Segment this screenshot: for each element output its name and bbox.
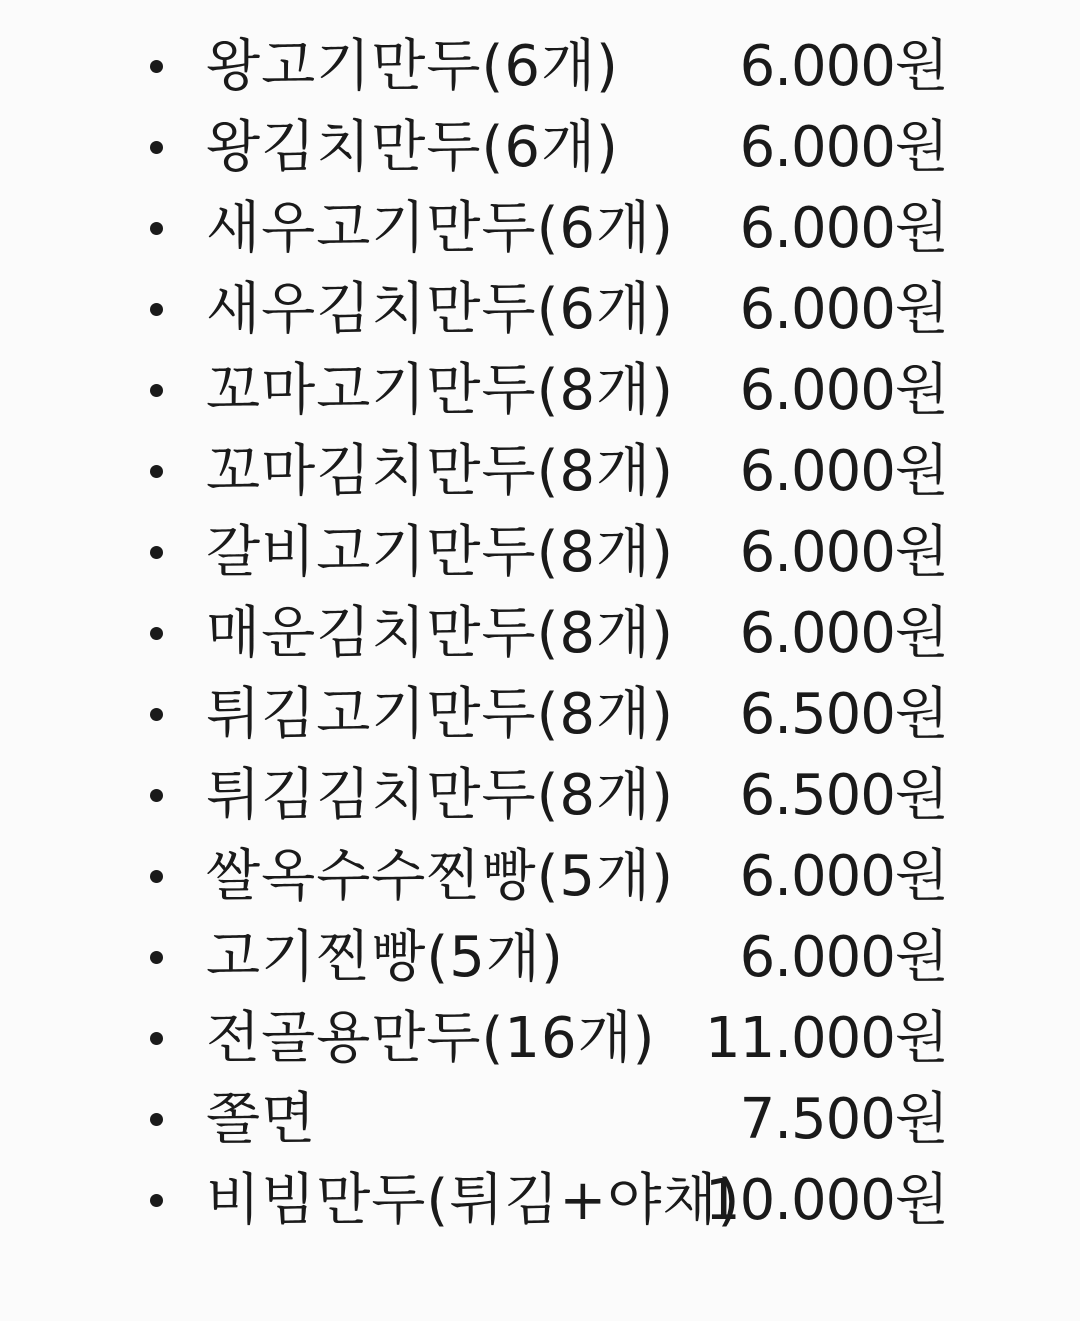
menu-item-name: 쫄면 <box>206 1087 317 1152</box>
menu-item-name: 새우고기만두(6개) <box>206 196 674 261</box>
bullet-icon <box>150 60 163 73</box>
bullet-icon <box>150 708 163 721</box>
menu-item-name: 튀김고기만두(8개) <box>206 682 674 747</box>
bullet-icon <box>150 303 163 316</box>
menu-item <box>0 431 1080 512</box>
menu-item <box>0 188 1080 269</box>
menu-item-price: 6.000원 <box>739 844 948 909</box>
menu-item-name: 갈비고기만두(8개) <box>206 520 674 585</box>
menu-item-price: 6.000원 <box>739 115 948 180</box>
menu-item-name: 매운김치만두(8개) <box>206 601 674 666</box>
menu-item-name: 새우김치만두(6개) <box>206 277 674 342</box>
menu-item <box>0 269 1080 350</box>
menu-item <box>0 512 1080 593</box>
menu-item-price: 6.000원 <box>739 196 948 261</box>
menu-item-name: 왕김치만두(6개) <box>206 115 619 180</box>
menu-item-price: 6.000원 <box>739 277 948 342</box>
bullet-icon <box>150 1032 163 1045</box>
menu-item <box>0 1079 1080 1160</box>
bullet-icon <box>150 870 163 883</box>
menu-item <box>0 26 1080 107</box>
bullet-icon <box>150 384 163 397</box>
bullet-icon <box>150 1194 163 1207</box>
menu-item-name: 꼬마김치만두(8개) <box>206 439 674 504</box>
menu-item-price: 7.500원 <box>739 1087 948 1152</box>
menu-item <box>0 593 1080 674</box>
menu-item-name: 비빔만두(튀김+야채) <box>206 1168 741 1233</box>
menu-item <box>0 674 1080 755</box>
menu-item <box>0 350 1080 431</box>
menu-item-name: 왕고기만두(6개) <box>206 34 619 99</box>
menu-item-price: 6.500원 <box>739 682 948 747</box>
menu-item-price: 6.500원 <box>739 763 948 828</box>
menu-item-name: 고기찐빵(5개) <box>206 925 564 990</box>
menu-item <box>0 1160 1080 1241</box>
menu-list <box>0 26 1080 1241</box>
menu-item-price: 6.000원 <box>739 520 948 585</box>
menu-item-name: 꼬마고기만두(8개) <box>206 358 674 423</box>
menu-item-price: 10.000원 <box>704 1168 948 1233</box>
bullet-icon <box>150 141 163 154</box>
bullet-icon <box>150 546 163 559</box>
menu-item <box>0 998 1080 1079</box>
menu-item-name: 전골용만두(16개) <box>206 1006 656 1071</box>
menu-item-name: 쌀옥수수찐빵(5개) <box>206 844 674 909</box>
menu-item-price: 6.000원 <box>739 34 948 99</box>
bullet-icon <box>150 951 163 964</box>
bullet-icon <box>150 1113 163 1126</box>
bullet-icon <box>150 789 163 802</box>
menu-item-price: 6.000원 <box>739 439 948 504</box>
menu-item-price: 11.000원 <box>704 1006 948 1071</box>
menu-item-name: 튀김김치만두(8개) <box>206 763 674 828</box>
menu-item <box>0 107 1080 188</box>
menu-item <box>0 917 1080 998</box>
menu-item <box>0 836 1080 917</box>
menu-item-price: 6.000원 <box>739 601 948 666</box>
menu-item-price: 6.000원 <box>739 358 948 423</box>
menu-item-price: 6.000원 <box>739 925 948 990</box>
bullet-icon <box>150 222 163 235</box>
bullet-icon <box>150 465 163 478</box>
bullet-icon <box>150 627 163 640</box>
menu-item <box>0 755 1080 836</box>
